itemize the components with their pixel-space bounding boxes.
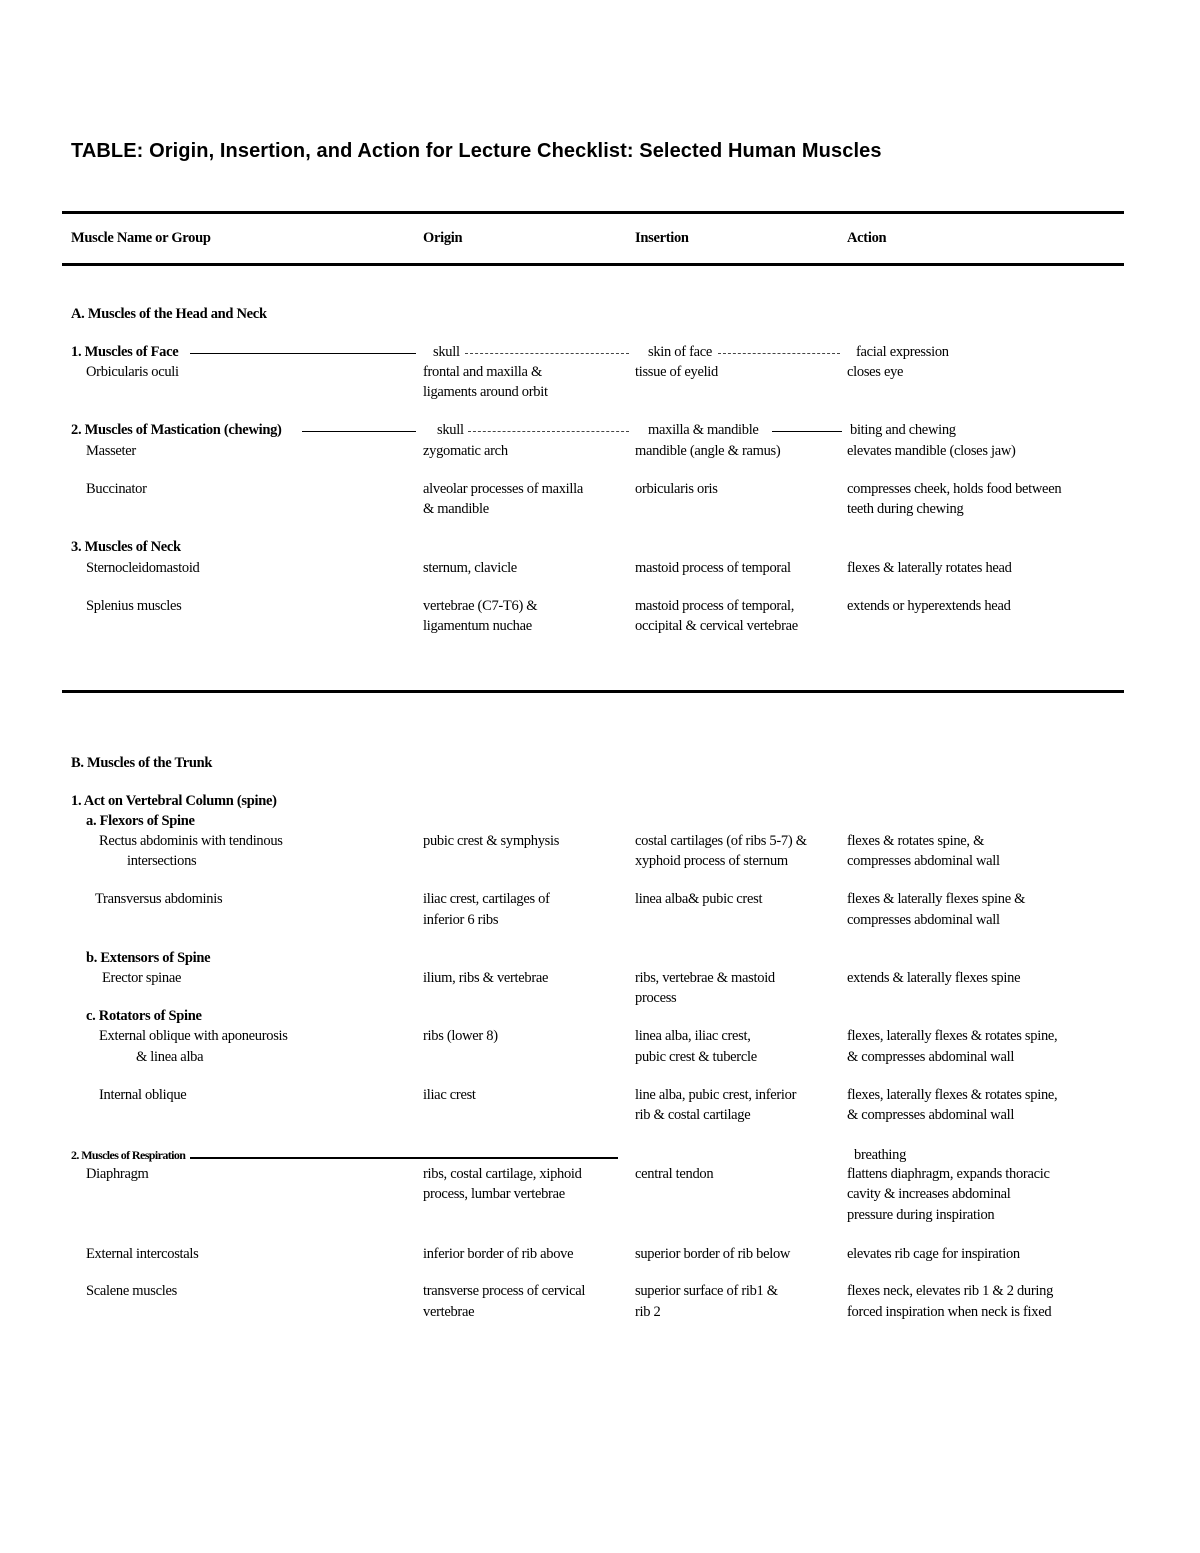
subgroup-rotators: c. Rotators of Spine xyxy=(86,1008,202,1024)
leader-line xyxy=(468,431,629,432)
muscle-name: Erector spinae xyxy=(102,970,182,986)
action-cell: teeth during chewing xyxy=(847,501,964,517)
origin-cell: zygomatic arch xyxy=(423,443,508,459)
mastication-origin: skull xyxy=(437,422,464,438)
muscle-name: External oblique with aponeurosis xyxy=(99,1028,288,1044)
insertion-cell: central tendon xyxy=(635,1166,714,1182)
action-cell: & compresses abdominal wall xyxy=(847,1049,1015,1065)
origin-cell: process, lumbar vertebrae xyxy=(423,1186,565,1202)
action-cell: compresses abdominal wall xyxy=(847,853,1000,869)
header-bottom-rule xyxy=(62,263,1124,266)
header-insertion: Insertion xyxy=(635,230,689,246)
muscle-name: Orbicularis oculi xyxy=(86,364,179,380)
section-b-title: B. Muscles of the Trunk xyxy=(71,755,213,771)
group-mastication: 2. Muscles of Mastication (chewing) xyxy=(71,422,282,438)
insertion-cell: ribs, vertebrae & mastoid xyxy=(635,970,775,986)
origin-cell: ribs (lower 8) xyxy=(423,1028,498,1044)
insertion-cell: linea alba& pubic crest xyxy=(635,891,763,907)
origin-cell: alveolar processes of maxilla xyxy=(423,481,583,497)
insertion-cell: occipital & cervical vertebrae xyxy=(635,618,798,634)
insertion-cell: xyphoid process of sternum xyxy=(635,853,788,869)
insertion-cell: costal cartilages (of ribs 5-7) & xyxy=(635,833,807,849)
action-cell: flexes & rotates spine, & xyxy=(847,833,985,849)
muscle-name: Scalene muscles xyxy=(86,1283,177,1299)
header-origin: Origin xyxy=(423,230,463,246)
leader-line xyxy=(190,353,416,354)
origin-cell: ribs, costal cartilage, xiphoid xyxy=(423,1166,582,1182)
insertion-cell: mandible (angle & ramus) xyxy=(635,443,781,459)
insertion-cell: mastoid process of temporal xyxy=(635,560,791,576)
group-respiration: 2. Muscles of Respiration xyxy=(71,1148,186,1162)
insertion-cell: orbicularis oris xyxy=(635,481,718,497)
action-cell: flattens diaphragm, expands thoracic xyxy=(847,1166,1050,1182)
origin-cell: inferior border of rib above xyxy=(423,1246,574,1262)
origin-cell: vertebrae xyxy=(423,1304,475,1320)
leader-line xyxy=(718,353,840,354)
muscle-name: Sternocleidomastoid xyxy=(86,560,200,576)
action-cell: compresses cheek, holds food between xyxy=(847,481,1062,497)
origin-cell: vertebrae (C7-T6) & xyxy=(423,598,538,614)
origin-cell: ligaments around orbit xyxy=(423,384,548,400)
insertion-cell: linea alba, iliac crest, xyxy=(635,1028,751,1044)
action-cell: extends & laterally flexes spine xyxy=(847,970,1021,986)
insertion-cell: tissue of eyelid xyxy=(635,364,718,380)
face-insertion: skin of face xyxy=(648,344,713,360)
action-cell: flexes, laterally flexes & rotates spine, xyxy=(847,1087,1058,1103)
muscle-name: Rectus abdominis with tendinous xyxy=(99,833,283,849)
origin-cell: inferior 6 ribs xyxy=(423,912,499,928)
muscle-name: intersections xyxy=(127,853,197,869)
origin-cell: & mandible xyxy=(423,501,489,517)
action-cell: compresses abdominal wall xyxy=(847,912,1000,928)
action-cell: forced inspiration when neck is fixed xyxy=(847,1304,1052,1320)
origin-cell: frontal and maxilla & xyxy=(423,364,542,380)
insertion-cell: line alba, pubic crest, inferior xyxy=(635,1087,797,1103)
mastication-action: biting and chewing xyxy=(850,422,956,438)
subgroup-extensors: b. Extensors of Spine xyxy=(86,950,211,966)
muscle-name: Splenius muscles xyxy=(86,598,182,614)
origin-cell: iliac crest xyxy=(423,1087,476,1103)
section-divider-rule xyxy=(62,690,1124,693)
insertion-cell: process xyxy=(635,990,677,1006)
face-action: facial expression xyxy=(856,344,949,360)
action-cell: flexes & laterally flexes spine & xyxy=(847,891,1026,907)
group-face: 1. Muscles of Face xyxy=(71,344,179,360)
leader-line xyxy=(302,431,416,432)
group-neck: 3. Muscles of Neck xyxy=(71,539,181,555)
origin-cell: transverse process of cervical xyxy=(423,1283,586,1299)
origin-cell: iliac crest, cartilages of xyxy=(423,891,550,907)
muscle-name: Transversus abdominis xyxy=(95,891,223,907)
page-title: TABLE: Origin, Insertion, and Action for Lecture Checklist: Selected Human Muscles xyxy=(71,140,882,162)
action-cell: elevates rib cage for inspiration xyxy=(847,1246,1020,1262)
origin-cell: ilium, ribs & vertebrae xyxy=(423,970,549,986)
muscle-name: Masseter xyxy=(86,443,136,459)
muscle-name: Diaphragm xyxy=(86,1166,149,1182)
section-a-title: A. Muscles of the Head and Neck xyxy=(71,306,267,322)
origin-cell: ligamentum nuchae xyxy=(423,618,532,634)
leader-line xyxy=(465,353,629,354)
insertion-cell: superior border of rib below xyxy=(635,1246,791,1262)
muscle-name: Internal oblique xyxy=(99,1087,187,1103)
action-cell: pressure during inspiration xyxy=(847,1207,995,1223)
action-cell: cavity & increases abdominal xyxy=(847,1186,1011,1202)
insertion-cell: rib 2 xyxy=(635,1304,661,1320)
action-cell: & compresses abdominal wall xyxy=(847,1107,1015,1123)
muscle-name: External intercostals xyxy=(86,1246,199,1262)
leader-line xyxy=(772,431,842,432)
action-cell: flexes neck, elevates rib 1 & 2 during xyxy=(847,1283,1054,1299)
muscle-name: & linea alba xyxy=(136,1049,204,1065)
face-origin: skull xyxy=(433,344,460,360)
action-cell: elevates mandible (closes jaw) xyxy=(847,443,1016,459)
insertion-cell: superior surface of rib1 & xyxy=(635,1283,778,1299)
insertion-cell: pubic crest & tubercle xyxy=(635,1049,757,1065)
subgroup-flexors: a. Flexors of Spine xyxy=(86,813,195,829)
respiration-action: breathing xyxy=(854,1147,907,1163)
action-cell: flexes, laterally flexes & rotates spine, xyxy=(847,1028,1058,1044)
insertion-cell: rib & costal cartilage xyxy=(635,1107,751,1123)
table-top-rule xyxy=(62,211,1124,214)
action-cell: closes eye xyxy=(847,364,904,380)
insertion-cell: mastoid process of temporal, xyxy=(635,598,795,614)
muscle-name: Buccinator xyxy=(86,481,147,497)
mastication-insertion: maxilla & mandible xyxy=(648,422,759,438)
header-action: Action xyxy=(847,230,887,246)
action-cell: flexes & laterally rotates head xyxy=(847,560,1012,576)
leader-line xyxy=(190,1157,618,1159)
origin-cell: pubic crest & symphysis xyxy=(423,833,560,849)
origin-cell: sternum, clavicle xyxy=(423,560,517,576)
group-vertebral: 1. Act on Vertebral Column (spine) xyxy=(71,793,277,809)
header-muscle: Muscle Name or Group xyxy=(71,230,211,246)
action-cell: extends or hyperextends head xyxy=(847,598,1011,614)
